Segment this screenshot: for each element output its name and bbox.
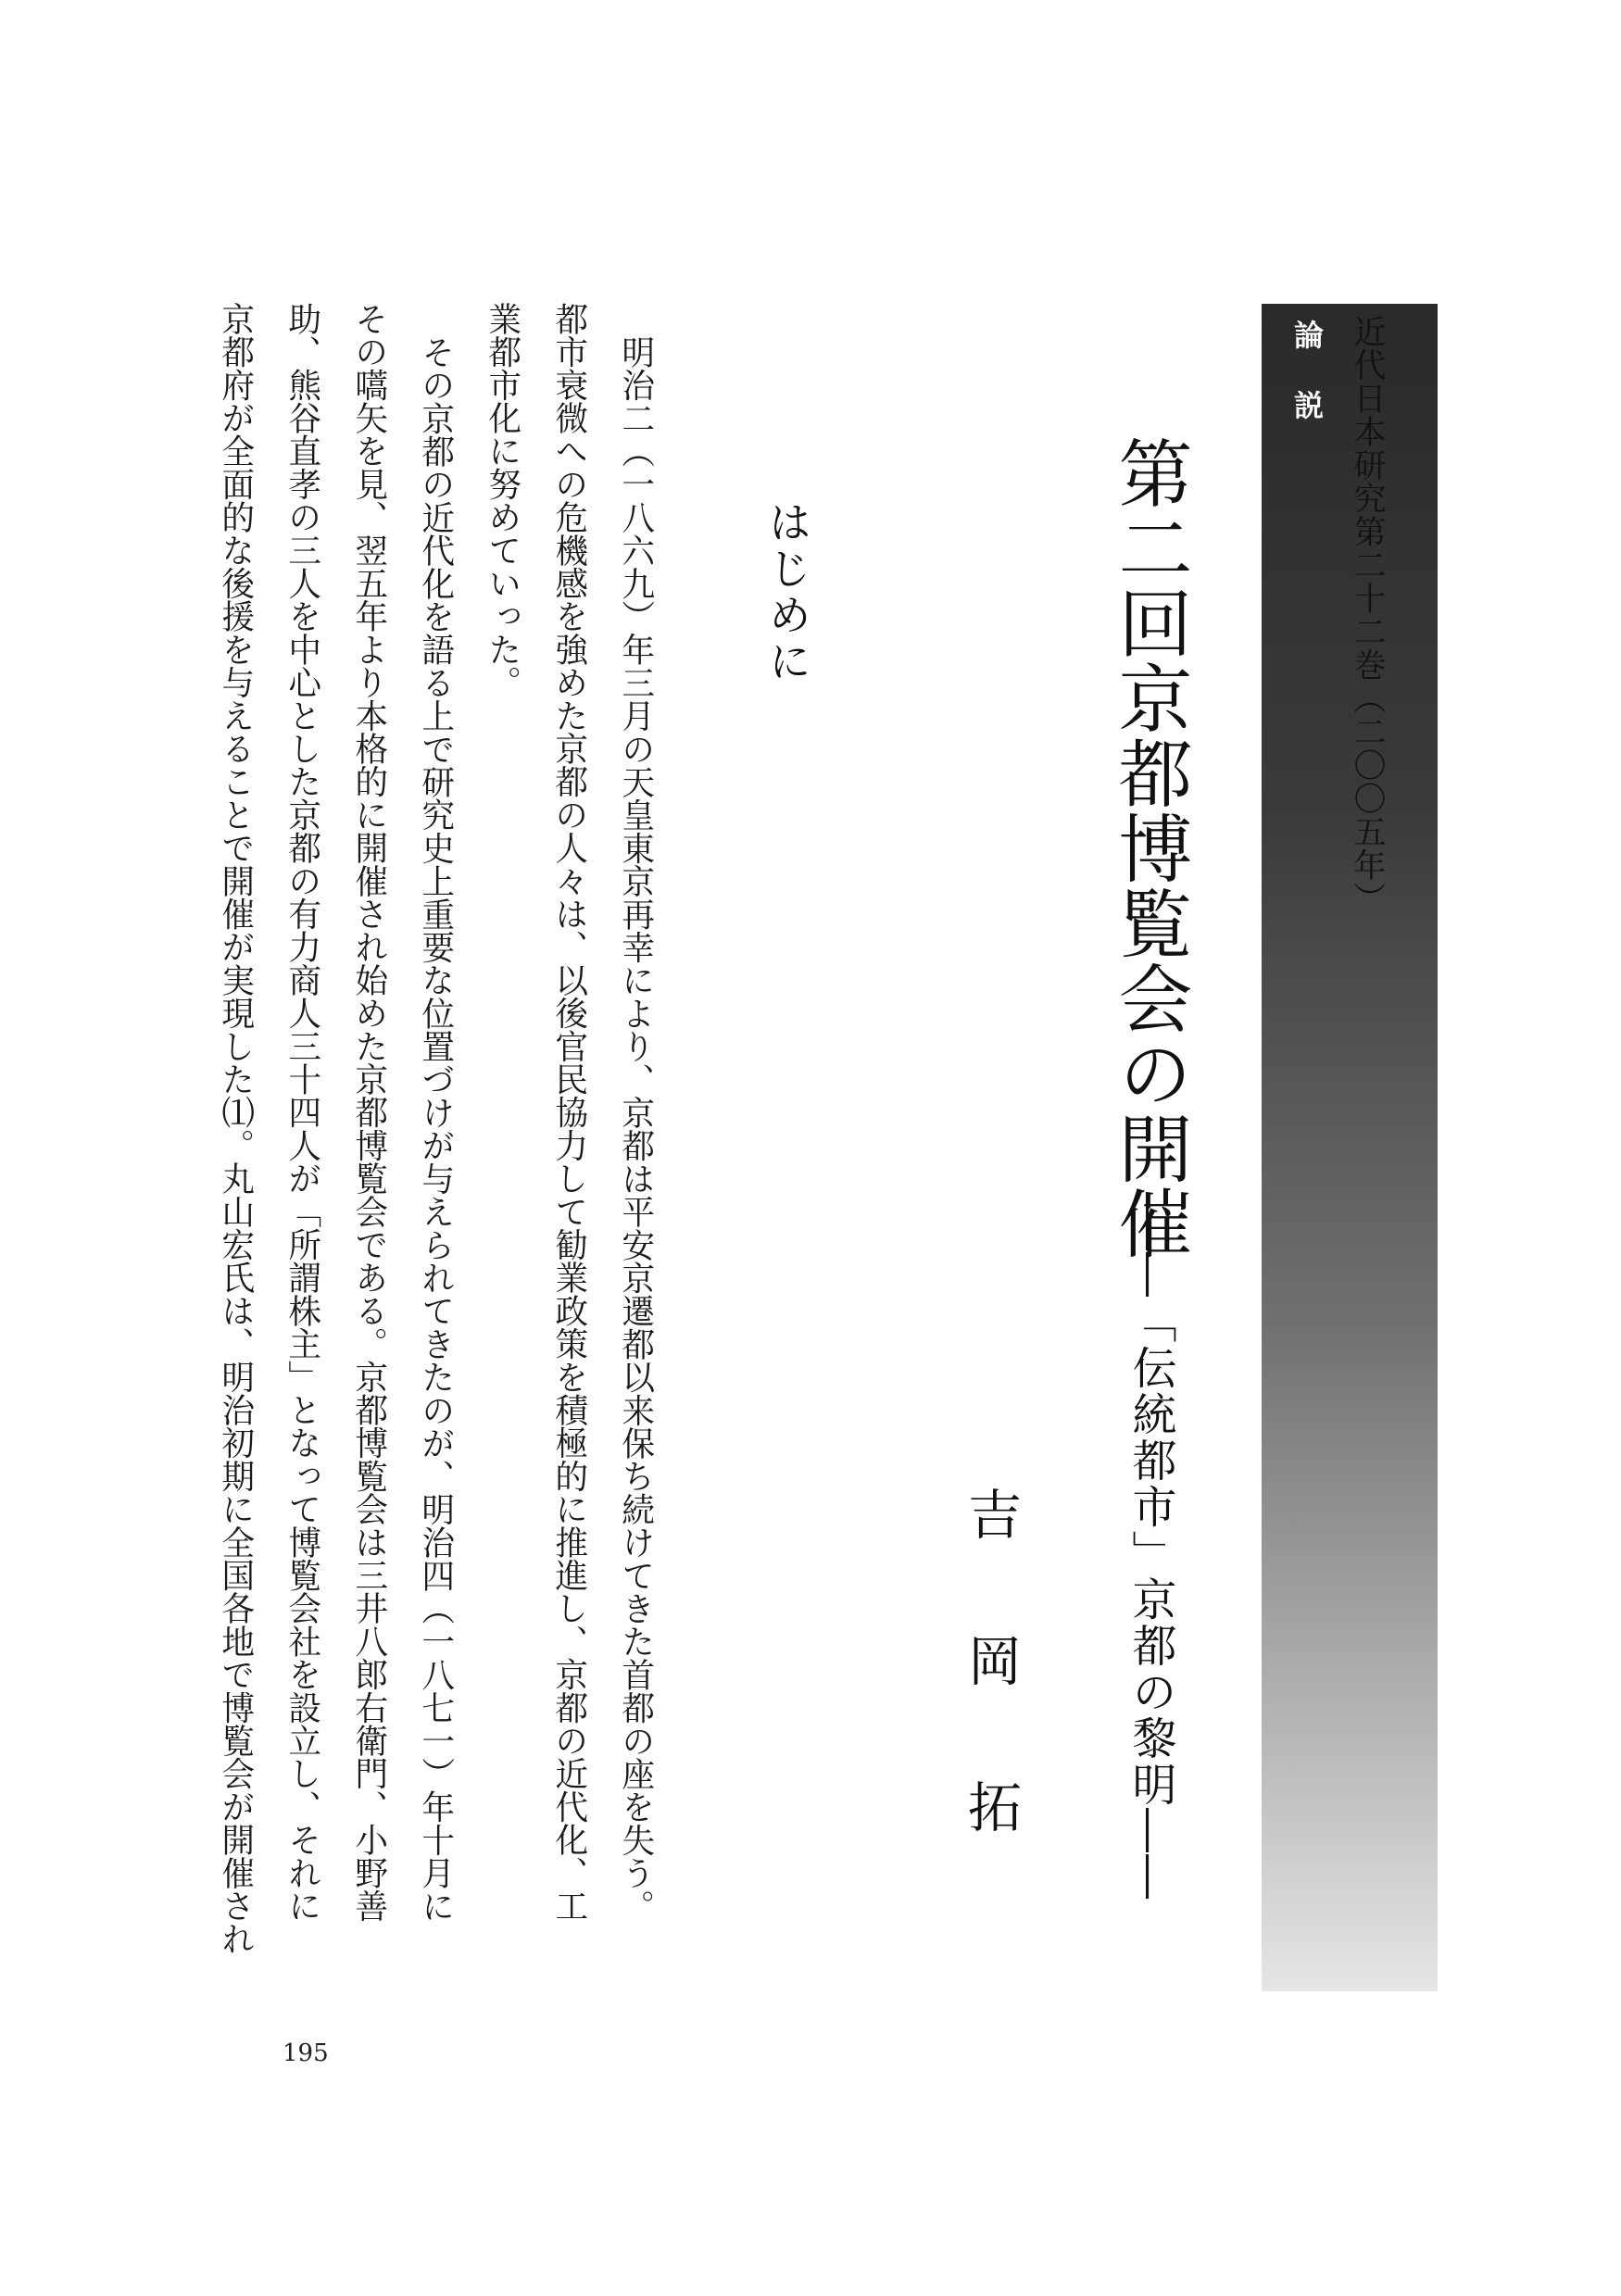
body-line: 明治二（一八六九）年三月の天皇東京再幸により、京都は平安京遷都以来保ち続けてきた首都の座を失う。 (616, 335, 655, 1923)
article-subtitle: ――「伝統都市」京都の黎明―― (1125, 1206, 1176, 1901)
body-line: 業都市化に努めていった。 (483, 302, 521, 699)
author-name: 吉岡拓 (959, 1487, 1022, 1926)
article-title: 第二回京都博覧会の開催 (1106, 435, 1192, 1261)
body-line: その京都の近代化を語る上で研究史上重要な位置づけが与えられてきたのが、明治四（一八七一）年十月に (416, 335, 455, 1923)
page-number: 195 (283, 2039, 329, 2067)
journal-info: 近代日本研究第二十二巻（二〇〇五年） (1349, 315, 1386, 915)
body-line: その嚆矢を見、翌五年より本格的に開催され始めた京都博覧会である。京都博覧会は三井八郎右衛門、小野善 (349, 302, 388, 1923)
body-line: 京都府が全面的な後援を与えることで開催が実現した⑴。丸山宏氏は、明治初期に全国各地で博覧会が開催され (216, 302, 255, 1955)
body-line: 都市衰微への危機感を強めた京都の人々は、以後官民協力して勧業政策を積極的に推進し、京都の近代化、工 (549, 302, 588, 1923)
body-line: 助、熊谷直孝の三人を中心とした京都の有力商人三十四人が「所謂株主」となって博覧会社を設立し、それに (283, 302, 321, 1923)
section-label: 論説 (1289, 320, 1325, 460)
section-heading: はじめに (762, 500, 812, 685)
